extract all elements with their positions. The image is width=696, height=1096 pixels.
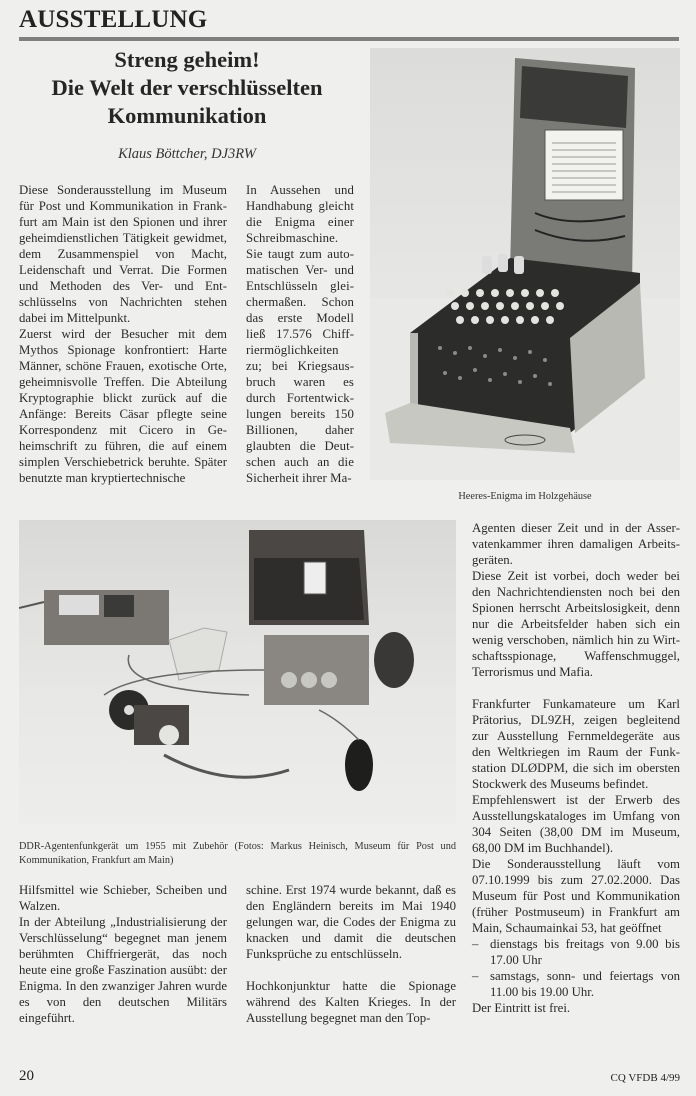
heading-rule <box>19 37 679 41</box>
paragraph: Empfehlenswert ist der Erwerb des Ausstellungskataloges im Umfang von 304 Seiten (38,00 DM im Museum, 68,00 DM im Buchhandel). <box>472 793 680 855</box>
page-number: 20 <box>19 1068 34 1084</box>
text-column-4 <box>246 882 456 1026</box>
agent-radio-photo <box>19 520 456 824</box>
text-column-2 <box>246 182 354 486</box>
paragraph: Diese Zeit ist vorbei, doch weder bei den Nachrichtendiensten noch bei den Spionen herrscht Arbeitslosigkeit, denn nur die Arbeitsfelder haben sich ein wenig verschoben, nämlich hin zu Wirtschaftsspionage, Waffenschmuggel, Terrorismus und Mafia. <box>472 569 680 679</box>
opening-hours-item <box>472 936 680 968</box>
article-title <box>19 46 355 130</box>
article-author: Klaus Böttcher, DJ3RW <box>118 146 256 162</box>
journal-issue: CQ VFDB 4/99 <box>610 1072 680 1084</box>
section-heading: AUSSTELLUNG <box>19 6 208 33</box>
title-line: Kommunikation <box>107 103 267 128</box>
agent-radio-illustration <box>19 520 456 824</box>
title-line: Streng geheim! <box>114 47 260 72</box>
paragraph: In Aussehen und Handhabung gleicht die Enigma einer Schreibmaschine. Sie taugt zum automatischen Ver- und Entschlüsseln gleichermaßen. Schon das erste Modell ließ 17.576 Chiffriermöglichkeiten zu; bei Kriegsausbruch waren es durch Fortentwicklungen bereits 150 Billionen, daher glaubten die Deutschen auch an die Sicherheit ihrer Ma- <box>246 183 354 485</box>
bullet-dash: – <box>472 937 479 951</box>
paragraph: Agenten dieser Zeit und in der Asservatenkammer ihren damaligen Arbeitsgeräten. <box>472 521 680 567</box>
opening-hours-list <box>472 936 680 1000</box>
opening-hours-text: samstags, sonn- und feiertags von 11.00 bis 19.00 Uhr. <box>490 969 680 999</box>
enigma-machine-illustration <box>370 48 680 480</box>
paragraph: Hochkonjunktur hatte die Spionage während des Kalten Krieges. In der Ausstellung begegnet man den Top- <box>246 979 456 1025</box>
paragraph: schine. Erst 1974 wurde bekannt, daß es den Engländern bereits im Mai 1940 gelungen war, die Codes der Enigma zu knacken und damit die deutschen Funksprüche zu entschlüsseln. <box>246 883 456 961</box>
agent-radio-photo-caption: DDR-Agentenfunkgerät um 1955 mit Zubehör (Fotos: Markus Heinisch, Museum für Post und Kommunikation, Frankfurt am Main) <box>19 841 456 866</box>
enigma-photo-caption: Heeres-Enigma im Holzgehäuse <box>458 491 592 502</box>
text-column-1 <box>19 182 227 486</box>
paragraph-gap <box>472 680 680 696</box>
text-column-3 <box>19 882 227 1026</box>
paragraph: Frankfurter Funkamateure um Karl Prätorius, DL9ZH, zeigen begleitend zur Ausstellung Fernmeldegeräte aus den Weltkriegen im Raum der Funkstation DLØDPM, die sich im obersten Stockwerk des Museums befindet. <box>472 697 680 791</box>
text-column-5 <box>472 520 680 1016</box>
paragraph: Der Eintritt ist frei. <box>472 1001 571 1015</box>
bullet-dash: – <box>472 969 479 983</box>
enigma-photo <box>370 48 680 480</box>
paragraph: Diese Sonderausstellung im Museum für Post und Kommunikation in Frankfurt am Main ist den Spionen und ihrer geheimdienstlichen Tätigkeit gewidmet, dem Zusammenspiel von Macht, Leidenschaft und Verrat. Die Formen und Methoden des Ver- und Entschlüsselns von Nachrichten stehen dabei im Mittelpunkt. <box>19 183 227 325</box>
opening-hours-item <box>472 968 680 1000</box>
opening-hours-text: dienstags bis freitags von 9.00 bis 17.00 Uhr <box>490 937 680 967</box>
paragraph: In der Abteilung „Industrialisierung der Verschlüsselung“ begegnet man jenem berühmten Chiffriergerät, das noch heute eine große Faszination ausübt: der Enigma. In den zwanziger Jahren wurde es von den deutschen Militärs eingeführt. <box>19 915 227 1025</box>
paragraph: Hilfsmittel wie Schieber, Scheiben und Walzen. <box>19 883 227 913</box>
title-line: Die Welt der verschlüsselten <box>51 75 323 100</box>
paragraph: Die Sonderausstellung läuft vom 07.10.1999 bis zum 27.02.2000. Das Museum für Post und Kommunikation (früher Postmuseum) in Frankfurt am Main, Schaumainkai 53, hat geöffnet <box>472 857 680 935</box>
paragraph: Zuerst wird der Besucher mit dem Mythos Spionage konfrontiert: Harte Männer, schöne Frauen, exotische Orte, geheimnisvolle Treffen. Die Abteilung Kryptographie blickt zurück auf die Anfänge: Bereits Cäsar pflegte seine Korrespondenz mit Cicero in Geheimschrift zu führen, die auf einem simplen Verschiebetrick beruhte. Später benutzte man kryptiertechnische <box>19 327 227 485</box>
paragraph-gap <box>246 962 456 978</box>
